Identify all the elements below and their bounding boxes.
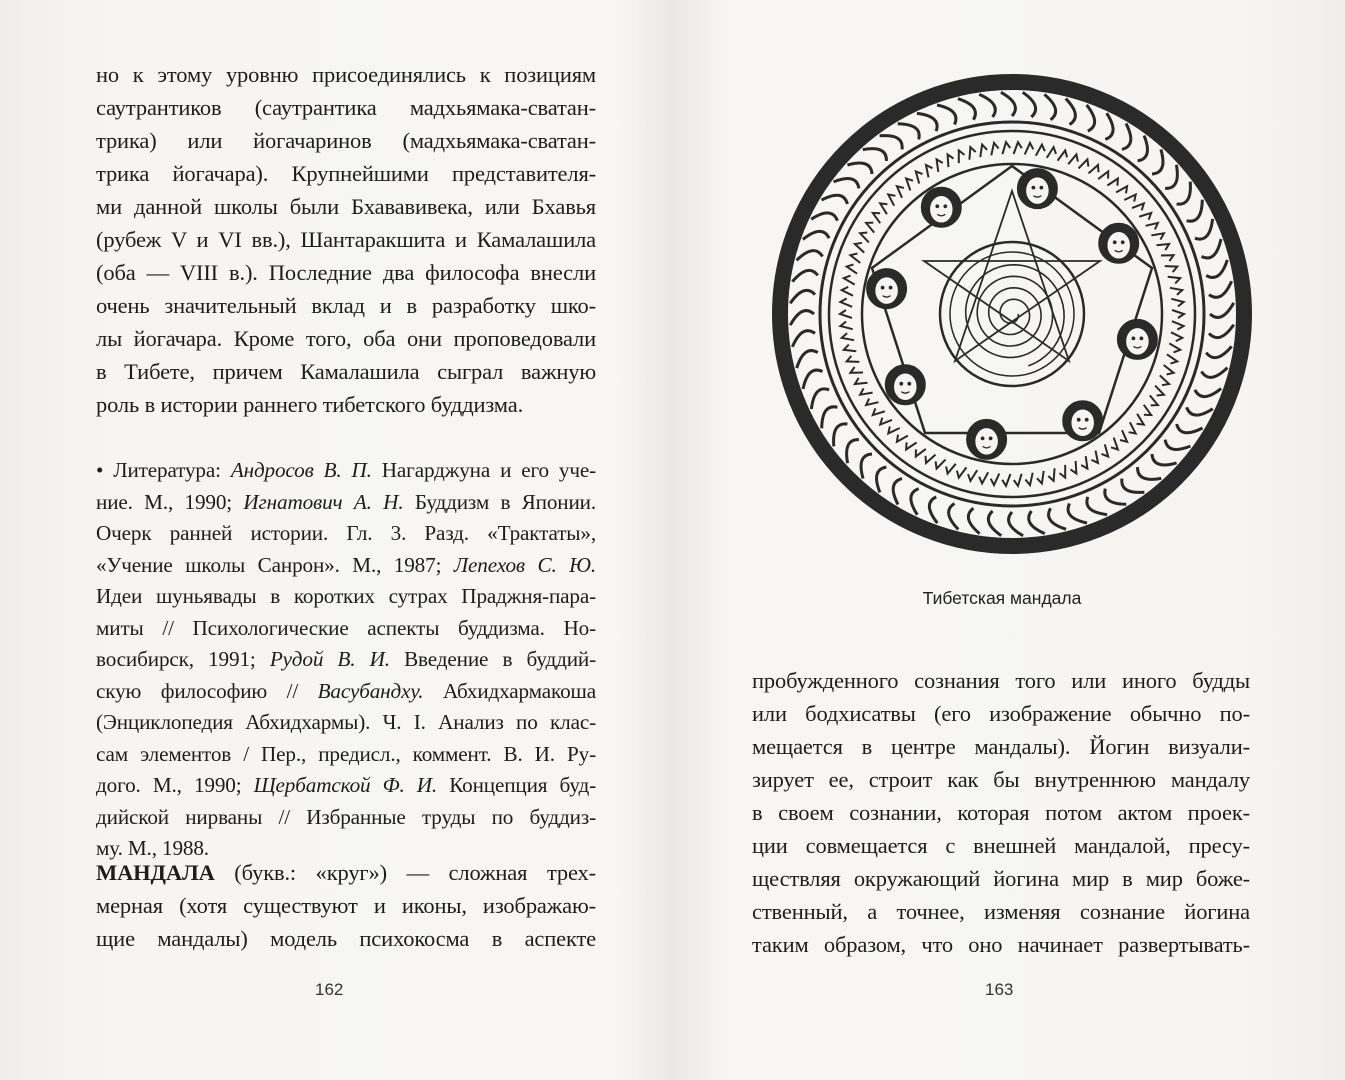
script-glyph: [1036, 145, 1045, 156]
lit-seg: (Энциклопедия Абхидхармы). Ч. I. Анализ по клас-: [96, 710, 596, 734]
flame-stroke: [811, 213, 837, 221]
script-glyph: [1169, 343, 1180, 352]
flame-stroke: [1202, 368, 1228, 378]
entry-headword: МАНДАЛА: [96, 860, 215, 885]
text-line: (оба — VIII в.). Последние два философа внесли: [96, 260, 596, 285]
script-glyph: [847, 264, 857, 273]
script-glyph: [926, 165, 933, 177]
script-glyph: [850, 254, 860, 264]
literature-block: [96, 455, 596, 865]
lit-author: Игнатович А. Н.: [243, 489, 404, 514]
flame-stroke: [1202, 239, 1222, 258]
flame-stroke: [1009, 512, 1024, 536]
script-glyph: [1170, 288, 1182, 295]
script-glyph: [969, 147, 975, 160]
script-glyph: [968, 470, 977, 481]
flame-stroke: [1122, 124, 1131, 150]
script-glyph: [860, 233, 869, 243]
lit-seg: Очерк ранней истории. Гл. 3. Разд. «Трактаты»,: [96, 521, 596, 545]
mandala-ring: [820, 122, 1204, 506]
text-line: в своем сознании, которая потом актом проек-: [752, 800, 1250, 825]
face-oval: [1125, 327, 1149, 355]
mandala-inner-ring: [940, 242, 1084, 386]
script-glyph: [1164, 365, 1174, 375]
script-glyph: [888, 426, 899, 433]
lit-author: Лепехов С. Ю.: [453, 552, 596, 577]
mandala-ring: [862, 164, 1162, 464]
lit-seg: дого. М., 1990;: [96, 773, 254, 797]
text-line: ственный, а точнее, изменяя сознание йогина: [752, 899, 1250, 924]
script-glyph: [1172, 310, 1184, 318]
flame-stroke: [861, 454, 872, 479]
flame-stroke: [968, 508, 979, 533]
script-glyph: [1171, 332, 1182, 341]
flame-stroke: [803, 370, 823, 389]
flame-stroke: [1023, 92, 1036, 117]
flame-stroke: [1029, 511, 1045, 534]
script-glyph: [1111, 438, 1118, 450]
face-eye: [1140, 337, 1143, 340]
flame-stroke: [1049, 508, 1067, 529]
deity-face: [1099, 223, 1139, 263]
script-glyph: [880, 203, 887, 214]
text-line: лы йогачара. Кроме того, оба они проповедовали: [96, 326, 596, 351]
flame-stroke: [797, 351, 818, 369]
script-glyph: [1137, 414, 1144, 425]
flame-stroke: [847, 440, 859, 464]
script-glyph: [873, 213, 880, 223]
flame-stroke: [1066, 99, 1076, 125]
flame-stroke: [811, 389, 829, 409]
text-line: очень значительный вклад и в разработку шко-: [96, 293, 596, 318]
deity-face: [1117, 319, 1157, 359]
script-glyph: [1161, 255, 1174, 261]
script-glyph: [1098, 171, 1108, 179]
script-glyph: [855, 378, 868, 384]
text-line: мещается в центре мандалы). Йогин визуали-: [752, 734, 1250, 759]
script-glyph: [1037, 471, 1044, 484]
face-eye: [1032, 186, 1035, 189]
page-number-right: 163: [985, 980, 1014, 999]
flame-stroke: [1206, 260, 1227, 278]
script-glyph: [1102, 444, 1109, 456]
text-line: мерная (хотя существуют и иконы, изображаю-: [96, 893, 596, 918]
text-line: трика) или йогачаринов (мадхьямака-сватан-: [96, 128, 596, 153]
lit-author: Рудой В. И.: [269, 647, 390, 671]
face-eye: [881, 286, 884, 289]
flame-stroke: [1206, 346, 1231, 357]
script-glyph: [847, 356, 860, 362]
flame-stroke: [1195, 219, 1213, 239]
face-eye: [900, 382, 903, 385]
script-glyph: [1002, 474, 1010, 486]
script-glyph: [840, 298, 852, 306]
script-glyph: [1167, 354, 1177, 363]
script-glyph: [1014, 474, 1022, 486]
script-glyph: [979, 472, 988, 483]
flame-stroke: [937, 105, 956, 125]
flame-stroke: [898, 124, 919, 140]
flame-stroke: [790, 290, 815, 303]
deity-face: [1063, 401, 1103, 441]
script-glyph: [855, 243, 864, 253]
lit-seg: «Учение школы Санрон». М., 1987;: [96, 552, 454, 577]
lit-seg: миты // Психологические аспекты буддизма. Но-: [96, 615, 596, 640]
flame-stroke: [1138, 467, 1162, 479]
text-line: в Тибете, причем Камалашила сыграл важную: [96, 359, 596, 384]
figure-caption: Тибетская мандала: [922, 588, 1082, 608]
flame-stroke: [1165, 165, 1177, 189]
text-line: (рубеж V и VI вв.), Шантаракшита и Камалашила: [96, 227, 596, 252]
flame-stroke: [863, 149, 887, 161]
flame-stroke: [880, 136, 903, 150]
flame-stroke: [1177, 182, 1191, 205]
flame-stroke: [847, 163, 872, 174]
script-glyph: [926, 455, 936, 463]
script-glyph: [866, 399, 878, 406]
script-glyph: [873, 408, 885, 415]
mandala-center-spiral: [966, 265, 1064, 366]
tibetan-mandala-illustration: [769, 71, 1255, 557]
flame-stroke: [979, 94, 995, 117]
script-glyph: [1047, 147, 1056, 158]
flame-stroke: [822, 195, 848, 204]
flame-stroke: [1152, 149, 1163, 174]
flame-stroke: [790, 311, 814, 326]
flame-stroke: [1105, 113, 1113, 139]
script-glyph: [1146, 223, 1158, 230]
script-glyph: [1151, 233, 1164, 239]
script-glyph: [1025, 143, 1034, 155]
flame-stroke: [1087, 497, 1107, 515]
script-glyph: [1060, 465, 1066, 478]
flame-stroke: [1044, 94, 1055, 119]
lit-seg: Абхидхармакоша: [423, 678, 596, 703]
face-eye: [889, 286, 892, 289]
script-glyph: [1132, 203, 1144, 210]
face-eye: [908, 382, 911, 385]
script-glyph: [1089, 165, 1099, 173]
script-glyph: [1079, 159, 1089, 168]
script-glyph: [1160, 375, 1169, 385]
script-glyph: [844, 345, 857, 352]
script-glyph: [842, 333, 854, 340]
script-glyph: [1144, 405, 1151, 415]
flame-stroke: [834, 424, 848, 447]
face-eye: [1113, 241, 1116, 244]
face-eye: [1121, 241, 1124, 244]
text-line: ществляя окружающий йогина мир в мир боже-: [752, 866, 1250, 891]
lit-author: Андросов В. П.: [230, 458, 372, 482]
lit-author: Васубандху.: [317, 678, 424, 703]
script-glyph: [1068, 155, 1078, 165]
flame-stroke: [958, 99, 976, 120]
flame-stroke: [792, 331, 815, 347]
mandala-flame-band: [790, 92, 1233, 535]
script-glyph: [1129, 422, 1136, 433]
text-line: трика йогачара). Крупнейшими представителя-: [96, 161, 596, 186]
mandala-faces: [867, 169, 1158, 460]
flame-stroke: [911, 489, 919, 515]
flame-stroke: [1105, 489, 1126, 505]
script-glyph: [1014, 142, 1022, 154]
face-oval: [875, 277, 899, 305]
text-line: ми данной школы были Бхававивека, или Бхавья: [96, 194, 596, 219]
script-glyph: [1171, 299, 1183, 307]
script-glyph: [1092, 451, 1099, 463]
script-glyph: [1155, 386, 1164, 396]
script-glyph: [959, 150, 965, 163]
flame-stroke: [1122, 479, 1145, 493]
script-glyph: [1139, 213, 1151, 220]
text-line: пробужденного сознания того или иного будды: [752, 668, 1250, 693]
script-glyph: [991, 474, 1000, 486]
script-glyph: [916, 171, 923, 183]
face-oval: [893, 373, 917, 401]
spiral-path: [966, 265, 1064, 366]
flame-stroke: [1087, 105, 1095, 131]
right-page: [672, 0, 1345, 1080]
script-glyph: [1124, 195, 1135, 202]
lit-seg: ние. М., 1990;: [96, 489, 244, 514]
script-glyph: [1168, 277, 1181, 284]
left-page: [0, 0, 672, 1080]
script-glyph: [906, 179, 913, 191]
script-glyph: [897, 435, 908, 442]
lit-seg: Идеи шуньявады в коротких сутрах Праджня-пара-: [96, 584, 596, 608]
script-glyph: [1120, 430, 1127, 442]
text-line: или бодхисатвы (его изображение обычно по-: [752, 701, 1250, 726]
face-oval: [1071, 409, 1095, 437]
text-line: ции совмещается с внешней мандалой, пресу-: [752, 833, 1250, 858]
text-line: роль в истории раннего тибетского буддизма.: [96, 392, 524, 417]
flame-stroke: [822, 407, 838, 428]
flame-stroke: [893, 479, 902, 505]
script-glyph: [842, 287, 853, 296]
script-glyph: [840, 322, 852, 330]
flame-stroke: [1187, 200, 1203, 221]
script-glyph: [1025, 473, 1032, 485]
flame-stroke: [1152, 454, 1177, 465]
script-glyph: [844, 276, 855, 285]
script-glyph: [888, 195, 895, 206]
lit-seg: дийской нирваны // Избранные труды по буддиз-: [96, 804, 596, 829]
lit-seg: сам элементов / Пер., предисл., коммент. В. И. Ру-: [96, 741, 596, 766]
script-glyph: [1172, 321, 1184, 329]
deity-face: [867, 269, 907, 309]
flame-stroke: [1209, 281, 1232, 297]
script-glyph: [1071, 461, 1077, 474]
mandala-outer-ring: [780, 82, 1244, 546]
mandala-ring: [829, 131, 1195, 497]
deity-face: [1017, 169, 1057, 209]
face-eye: [989, 437, 992, 440]
face-eye: [1077, 418, 1080, 421]
face-eye: [944, 205, 947, 208]
script-glyph: [1048, 468, 1054, 481]
script-glyph: [906, 442, 917, 449]
script-glyph: [980, 145, 987, 158]
flame-stroke: [1187, 407, 1213, 415]
script-glyph: [897, 186, 904, 198]
flame-stroke: [1177, 424, 1203, 433]
flame-stroke: [917, 113, 937, 131]
script-glyph: [850, 367, 863, 373]
flame-stroke: [1001, 92, 1016, 116]
script-glyph: [937, 159, 943, 172]
script-glyph: [1081, 456, 1087, 469]
script-glyph: [936, 460, 946, 469]
flame-stroke: [834, 179, 859, 189]
face-oval: [1025, 177, 1049, 205]
left-body-text: [96, 58, 596, 421]
lit-seg: восибирск, 1991;: [96, 647, 270, 671]
lit-seg: [221, 458, 231, 482]
face-eye: [936, 205, 939, 208]
text-line: (букв.: «круг») — сложная трех-: [214, 860, 596, 885]
text-line: саутрантиков (саутрантика мадхьямака-сватан-: [96, 95, 596, 120]
literature-label: Литература:: [113, 458, 221, 482]
flame-stroke: [1195, 389, 1221, 397]
face-eye: [1085, 418, 1088, 421]
flame-stroke: [988, 511, 1001, 536]
text-line: но к этому уровню присоединялись к позициям: [96, 62, 596, 87]
flame-stroke: [1068, 504, 1087, 524]
face-eye: [1132, 337, 1135, 340]
script-glyph: [1165, 266, 1178, 272]
script-glyph: [860, 388, 873, 394]
flame-stroke: [949, 504, 959, 530]
face-oval: [1107, 231, 1131, 259]
lit-seg: скую философию //: [96, 678, 318, 703]
right-body-text: [752, 664, 1250, 961]
script-glyph: [1058, 150, 1068, 160]
flame-stroke: [1209, 325, 1234, 338]
flame-stroke: [1210, 303, 1234, 318]
script-glyph: [1150, 395, 1158, 405]
script-glyph: [880, 418, 892, 425]
literature-bullet: •: [96, 458, 104, 482]
flame-stroke: [803, 231, 829, 239]
script-glyph: [991, 143, 998, 155]
flame-stroke: [877, 467, 887, 492]
page-number-left: 162: [315, 980, 344, 999]
lit-seg: Концепция буд-: [437, 773, 596, 797]
script-glyph: [1116, 186, 1127, 193]
flame-stroke: [929, 497, 937, 523]
text-line: щие мандалы) модель психокосма в аспекте: [96, 926, 596, 951]
face-eye: [1040, 186, 1043, 189]
text-line: таким образом, что оно начинает развертывать-: [752, 932, 1250, 957]
flame-stroke: [792, 270, 817, 281]
flame-stroke: [797, 251, 823, 261]
face-oval: [975, 427, 999, 455]
script-glyph: [957, 467, 967, 477]
script-glyph: [916, 449, 926, 457]
lit-author: Щербатской Ф. И.: [253, 773, 438, 797]
script-glyph: [866, 223, 874, 233]
flame-stroke: [1165, 440, 1190, 450]
script-glyph: [1002, 142, 1010, 154]
deity-face: [921, 187, 961, 227]
deity-face: [885, 365, 925, 405]
script-glyph: [948, 155, 954, 168]
lit-seg: му. М., 1988.: [96, 836, 209, 860]
mandala-entry: [96, 856, 596, 955]
face-eye: [981, 437, 984, 440]
lit-seg: Буддизм в Японии.: [403, 489, 596, 514]
deity-face: [967, 419, 1007, 459]
script-glyph: [1107, 179, 1118, 186]
face-oval: [929, 195, 953, 223]
text-line: зирует ее, строит как бы внутреннюю мандалу: [752, 767, 1250, 792]
flame-stroke: [1138, 136, 1148, 161]
script-glyph: [840, 310, 852, 318]
lit-seg: Нагарджуна и его уче-: [371, 458, 596, 482]
script-glyph: [946, 464, 956, 474]
lit-seg: Введение в буддий-: [389, 647, 596, 671]
script-glyph: [1157, 244, 1170, 250]
